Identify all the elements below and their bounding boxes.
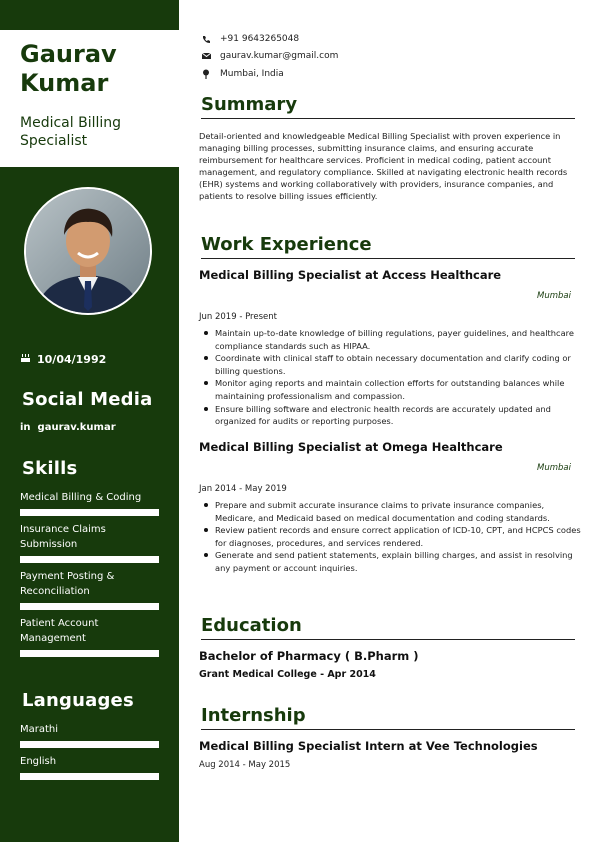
skill-item: [20, 490, 159, 516]
job-responsibilities: [199, 327, 587, 428]
candidate-title: Medical Billing Specialist: [20, 115, 122, 149]
location-value: Mumbai, India: [220, 69, 284, 79]
internship-title: Medical Billing Specialist Intern at Vee Technologies: [199, 739, 538, 753]
profile-photo: [24, 187, 152, 315]
skill-item: [20, 522, 159, 563]
list-item: Maintain up-to-date knowledge of billing regulations, payer guidelines, and healthcare compliance standards such as HIPAA.: [215, 327, 587, 352]
skill-level-bar: [20, 650, 159, 657]
contact-location: [201, 69, 284, 79]
language-item: [20, 722, 159, 748]
phone-icon: [201, 34, 211, 44]
school-name: Grant Medical College - Apr 2014: [199, 669, 376, 680]
date-of-birth-value: 10/04/1992: [37, 352, 107, 366]
language-item: [20, 754, 159, 780]
skill-item: [20, 616, 159, 657]
job-dates: Jun 2019 - Present: [199, 312, 277, 322]
language-label: English: [20, 756, 57, 767]
work-experience-heading: Work Experience: [201, 234, 575, 259]
location-pin-icon: [201, 69, 211, 79]
summary-text: Detail-oriented and knowledgeable Medical Billing Specialist with proven experience in managing billing processes, submitting insurance claims, and ensuring accurate reimbursement for healthcare services. Proficient in medical coding, patient account management, and regulatory compliance. Skilled at navigating electronic health records (EHR) systems and working collaboratively with providers, insurance companies, and patients to resolve billing issues efficiently.: [199, 131, 568, 201]
linkedin-icon: in: [20, 422, 31, 433]
skill-label: Insurance Claims Submission: [20, 524, 106, 550]
list-item: Review patient records and ensure correct application of ICD-10, CPT, and HCPCS codes for diagnoses, procedures, and services rendered.: [215, 524, 587, 549]
contact-phone[interactable]: [201, 34, 299, 44]
list-item: Monitor aging reports and maintain collection efforts for outstanding balances while maintaining professionalism and compassion.: [215, 377, 587, 402]
list-item: Coordinate with clinical staff to obtain necessary documentation and clarify coding or billing questions.: [215, 352, 587, 377]
candidate-name: Gaurav Kumar: [20, 40, 117, 97]
social-handle: gaurav.kumar: [37, 422, 116, 433]
internship-heading: Internship: [201, 705, 575, 730]
education-heading: Education: [201, 615, 575, 640]
language-label: Marathi: [20, 724, 59, 735]
skill-label: Medical Billing & Coding: [20, 492, 142, 503]
list-item: Prepare and submit accurate insurance claims to private insurance companies, Medicare, and Medicaid based on medical documentation and coding standards.: [215, 499, 587, 524]
list-item: Ensure billing software and electronic health records are accurately updated and organized for audits or reporting purposes.: [215, 403, 587, 428]
job-responsibilities: [199, 499, 587, 575]
date-of-birth: [20, 352, 106, 366]
job-location: Mumbai: [537, 291, 571, 301]
skill-item: [20, 569, 159, 610]
skill-label: Patient Account Management: [20, 618, 99, 644]
language-level-bar: [20, 773, 159, 780]
skill-level-bar: [20, 556, 159, 563]
email-value: gaurav.kumar@gmail.com: [220, 51, 339, 61]
mail-icon: [201, 51, 211, 61]
social-media-heading: Social Media: [22, 389, 153, 410]
list-item: Generate and send patient statements, explain billing charges, and assist in resolving any payment or account inquiries.: [215, 549, 587, 574]
phone-value: +91 9643265048: [220, 34, 300, 44]
degree-title: Bachelor of Pharmacy ( B.Pharm ): [199, 649, 419, 663]
skill-level-bar: [20, 603, 159, 610]
skill-label: Payment Posting & Reconciliation: [20, 571, 115, 597]
internship-dates: Aug 2014 - May 2015: [199, 760, 291, 770]
social-link[interactable]: [20, 422, 116, 433]
job-dates: Jan 2014 - May 2019: [199, 484, 287, 494]
job-title: Medical Billing Specialist at Access Healthcare: [199, 268, 502, 282]
profile-photo-image: [26, 189, 150, 313]
language-level-bar: [20, 741, 159, 748]
skills-heading: Skills: [22, 458, 78, 479]
job-location: Mumbai: [537, 463, 571, 473]
birthday-cake-icon: [20, 352, 31, 366]
languages-heading: Languages: [22, 690, 134, 711]
summary-heading: Summary: [201, 94, 575, 119]
job-title: Medical Billing Specialist at Omega Healthcare: [199, 440, 503, 454]
skill-level-bar: [20, 509, 159, 516]
contact-email[interactable]: [201, 51, 338, 61]
